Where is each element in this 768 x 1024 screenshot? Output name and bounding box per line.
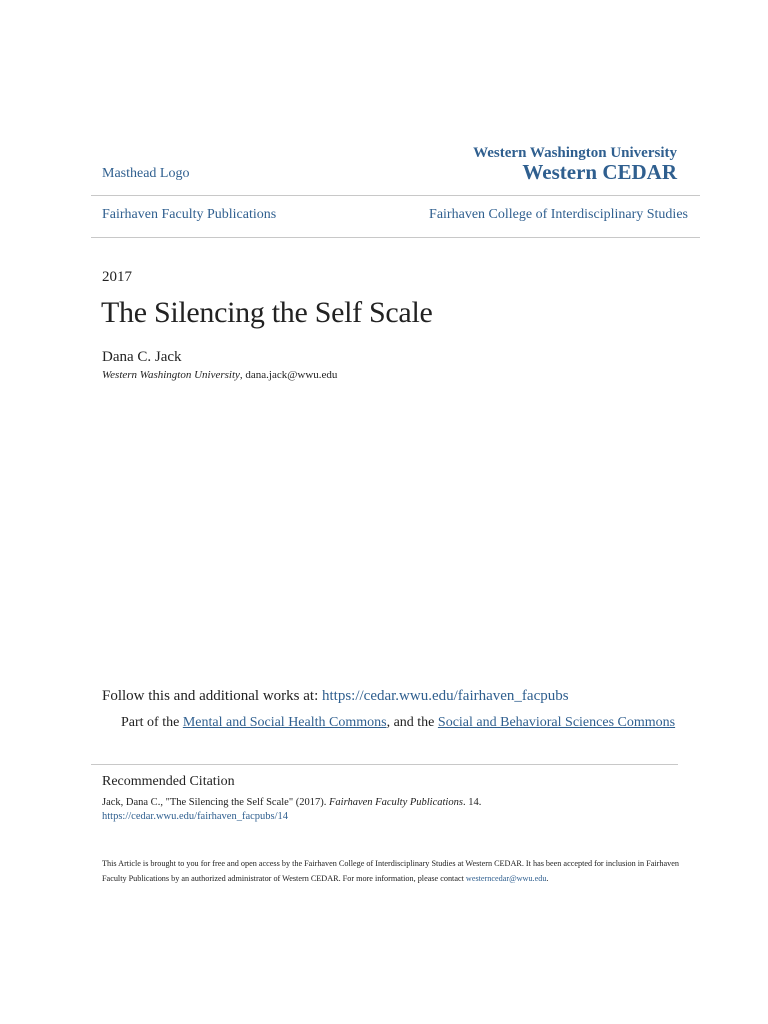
masthead-logo-link[interactable]: Masthead Logo xyxy=(102,166,190,181)
citation-divider xyxy=(91,764,678,765)
follow-line xyxy=(102,688,569,705)
citation-heading: Recommended Citation xyxy=(102,774,235,789)
collection-url-link[interactable]: https://cedar.wwu.edu/fairhaven_facpubs xyxy=(321,688,569,704)
citation-prefix: Jack, Dana C., "The Silencing the Self Scale" (2017). xyxy=(102,797,329,808)
citation-block xyxy=(102,796,481,824)
mental-health-commons-link[interactable]: Mental and Social Health Commons xyxy=(182,715,387,730)
part-of-prefix: Part of the xyxy=(121,715,183,730)
part-of-middle: , and the xyxy=(386,715,438,730)
author-affiliation xyxy=(102,369,337,381)
article-title: The Silencing the Self Scale xyxy=(101,296,433,329)
publication-year: 2017 xyxy=(102,269,132,285)
author-name: Dana C. Jack xyxy=(102,349,182,365)
college-link[interactable]: Fairhaven College of Interdisciplinary Studies xyxy=(429,207,688,222)
repository-name-link[interactable]: Western CEDAR xyxy=(522,160,677,184)
citation-url-link[interactable]: https://cedar.wwu.edu/fairhaven_facpubs/14 xyxy=(102,811,289,822)
nav-divider xyxy=(91,237,700,238)
citation-journal: Fairhaven Faculty Publications xyxy=(328,797,463,808)
social-sciences-commons-link[interactable]: Social and Behavioral Sciences Commons xyxy=(437,715,676,730)
notice-end: . xyxy=(546,874,549,883)
notice-text: This Article is brought to you for free and open access by the Fairhaven College of Interdisciplinary Studies at Western CEDAR. It has been accepted for inclusion in Fairhaven Faculty Publications by an authorized administrator of Western CEDAR. For more information, please contact xyxy=(102,859,679,883)
contact-email-link[interactable]: westerncedar@wwu.edu xyxy=(465,874,547,883)
collection-link[interactable]: Fairhaven Faculty Publications xyxy=(102,207,277,222)
affiliation-name: Western Washington University xyxy=(102,369,240,381)
follow-prefix: Follow this and additional works at: xyxy=(102,688,322,704)
university-name: Western Washington University xyxy=(473,145,677,161)
author-email: dana.jack@wwu.edu xyxy=(245,369,338,381)
citation-suffix: . 14. xyxy=(462,797,482,808)
header-divider xyxy=(91,195,700,196)
affiliation-separator: , xyxy=(239,369,246,381)
part-of-line xyxy=(102,713,682,732)
access-notice xyxy=(102,856,682,886)
